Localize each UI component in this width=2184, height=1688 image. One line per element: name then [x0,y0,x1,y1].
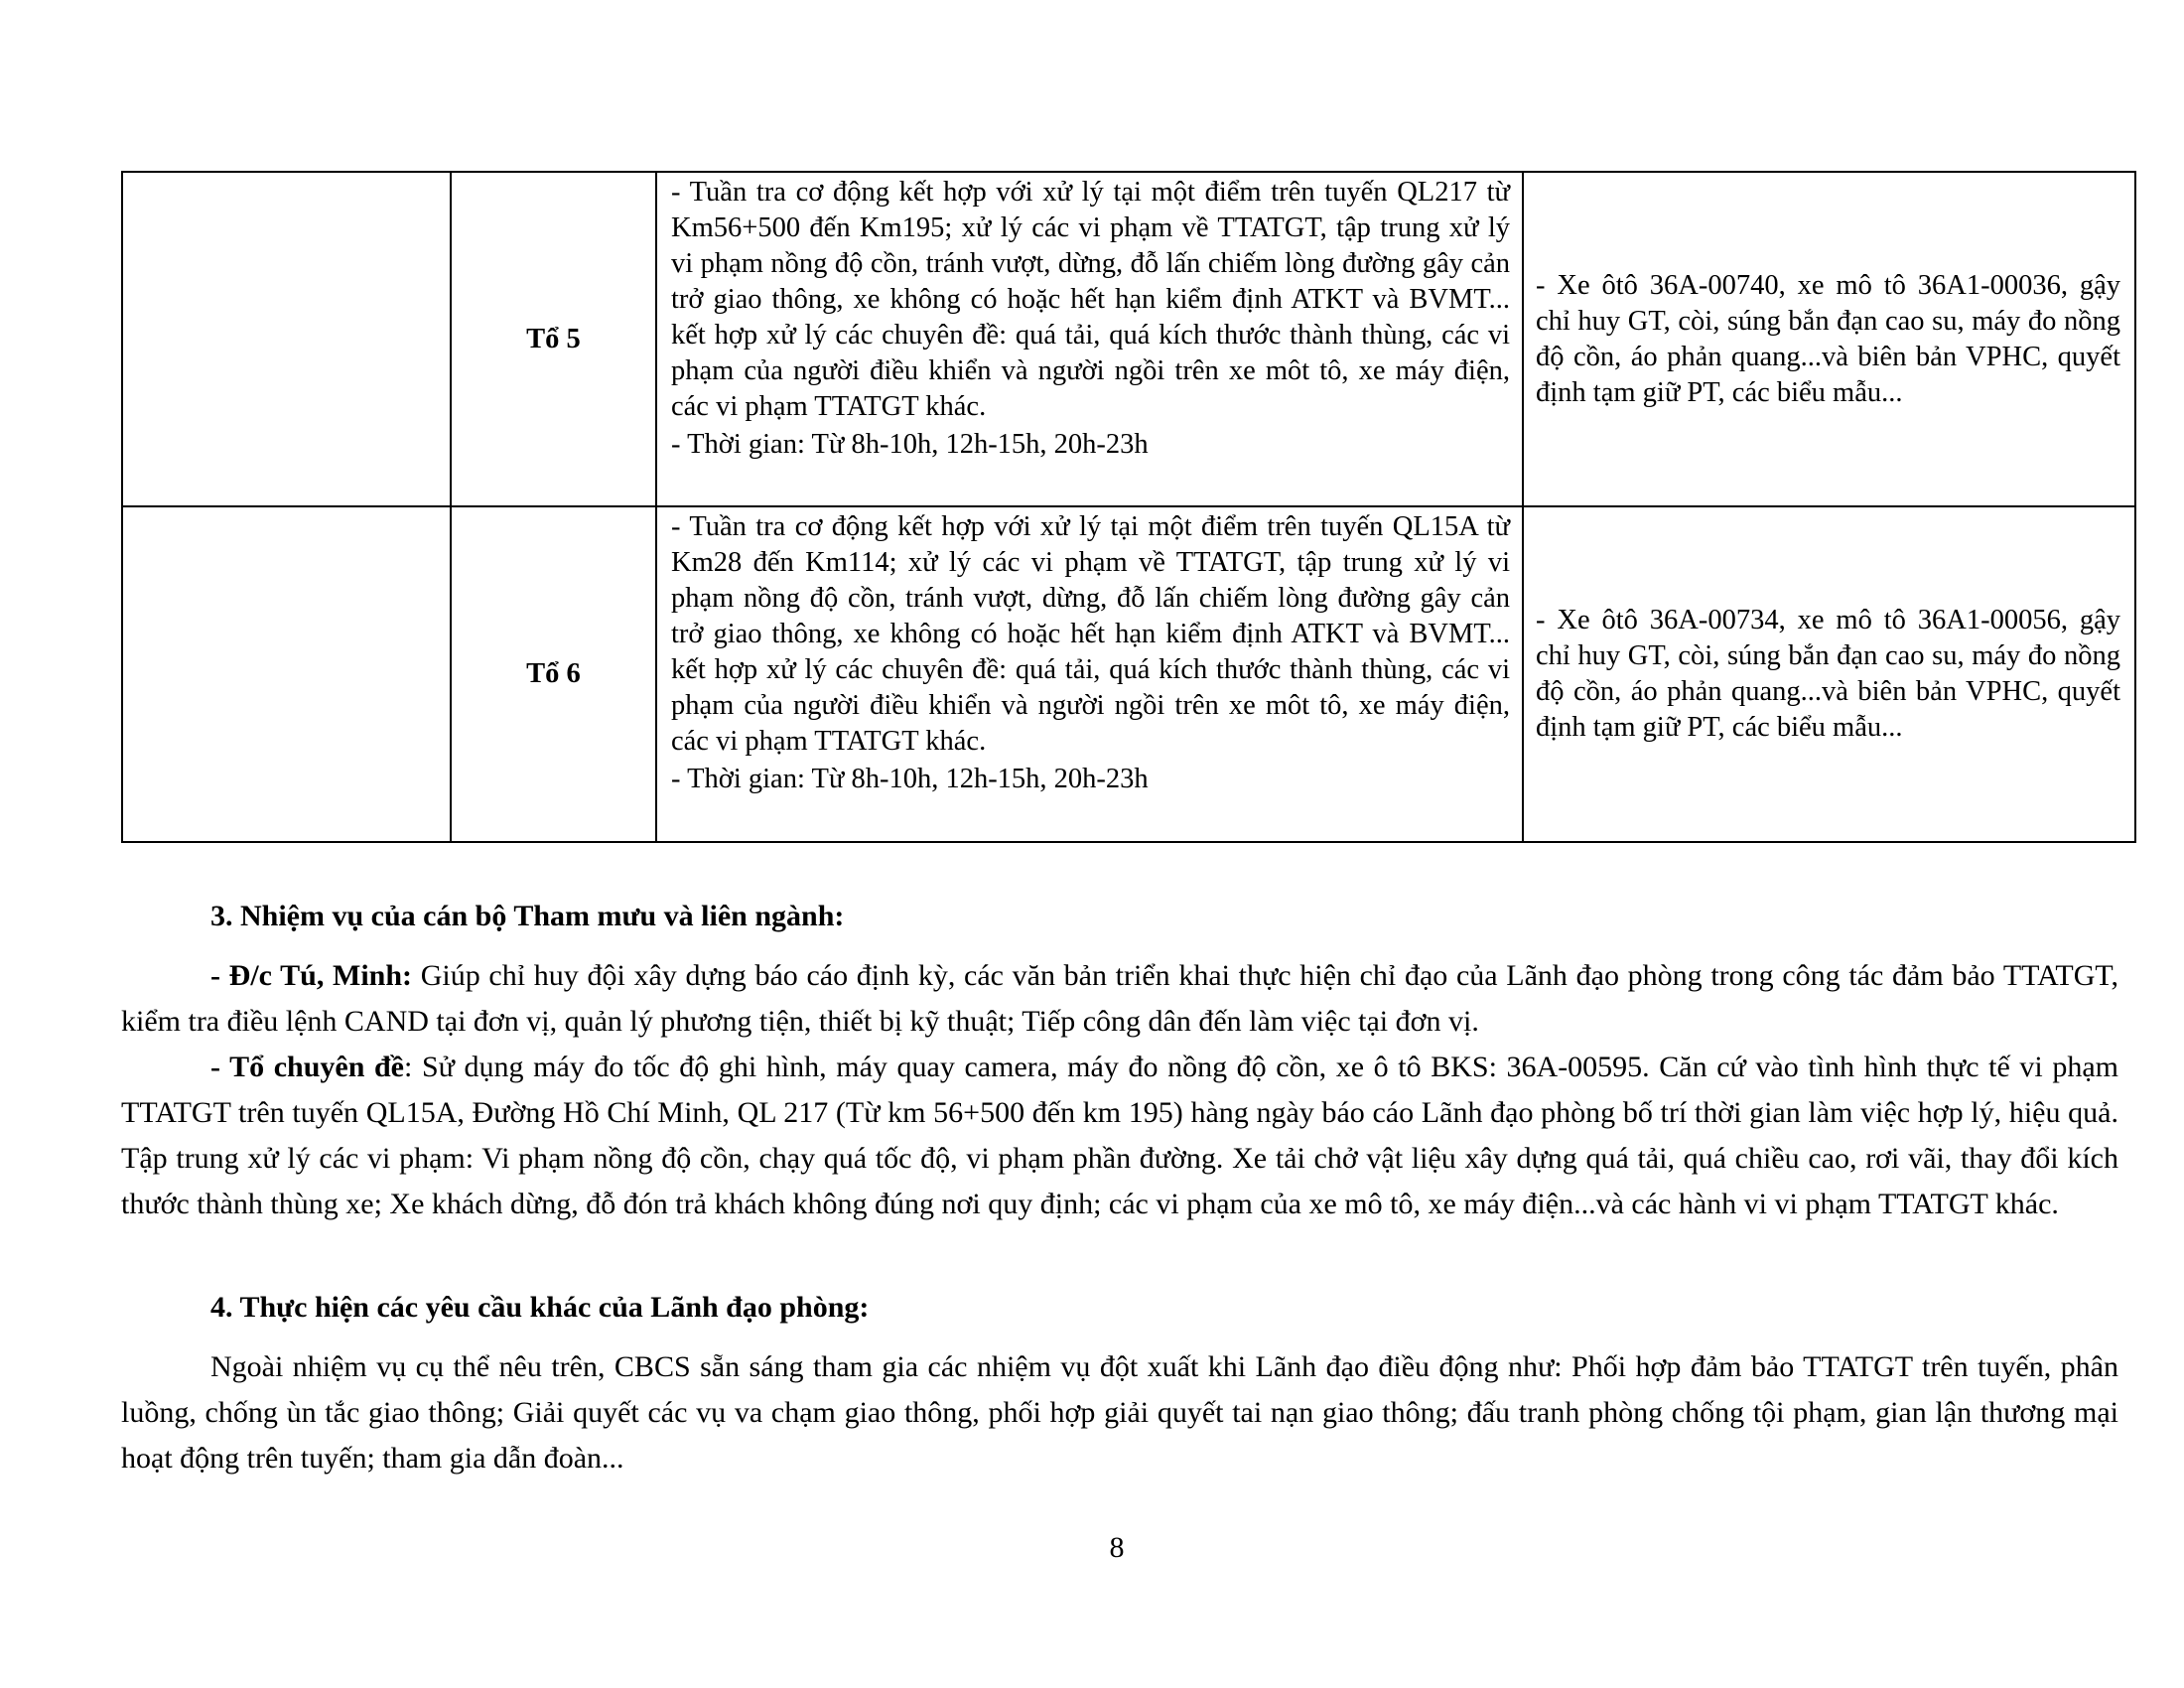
task-cell [656,172,1523,506]
section-3 [121,894,2118,1227]
item-lead: - Đ/c Tú, Minh: [210,959,413,992]
task-time: - Thời gian: Từ 8h-10h, 12h-15h, 20h-23h [671,429,1149,460]
table-row [122,506,2135,842]
item-text: Giúp chỉ huy đội xây dựng báo cáo định kỳ, các văn bản triển khai thực hiện chỉ đạo của Lãnh đạo phòng trong công tác đảm bảo TTATGT, kiểm tra điều lệnh CAND tại đơn vị, quản lý phương tiện, thiết bị kỹ thuật; Tiếp công dân đến làm việc tại đơn vị. [121,959,2118,1038]
section-3-item [121,1045,2118,1227]
item-lead: - Tổ chuyên đề [210,1051,404,1083]
page-number: 8 [1109,1531,1125,1564]
task-cell [656,506,1523,842]
team-cell: Tổ 5 [451,172,656,506]
section-4 [121,1285,2118,1481]
task-assignment-table [121,171,2136,843]
section-3-item [121,953,2118,1045]
section-4-text: Ngoài nhiệm vụ cụ thể nêu trên, CBCS sẵn sáng tham gia các nhiệm vụ đột xuất khi Lãnh đạo điều động như: Phối hợp đảm bảo TTATGT trên tuyến, phân luồng, chống ùn tắc giao thông; Giải quyết các vụ va chạm giao thông, phối hợp giải quyết tai nạn giao thông; đấu tranh phòng chống tội phạm, gian lận thương mại hoạt động trên tuyến; tham gia dẫn đoàn... [121,1350,2118,1475]
equipment-cell [1523,172,2135,506]
equipment-description: - Xe ôtô 36A-00740, xe mô tô 36A1-00036, gậy chỉ huy GT, còi, súng bắn đạn cao su, máy đo nồng độ cồn, áo phản quang...và biên bản VPHC, quyết định tạm giữ PT, các biểu mẫu... [1536,269,2120,408]
empty-cell [122,172,451,506]
task-time: - Thời gian: Từ 8h-10h, 12h-15h, 20h-23h [671,764,1149,794]
section-4-heading: 4. Thực hiện các yêu cầu khác của Lãnh đạo phòng: [210,1291,870,1324]
section-3-heading: 3. Nhiệm vụ của cán bộ Tham mưu và liên ngành: [210,900,845,932]
team-cell: Tổ 6 [451,506,656,842]
empty-cell [122,506,451,842]
equipment-description: - Xe ôtô 36A-00734, xe mô tô 36A1-00056, gậy chỉ huy GT, còi, súng bắn đạn cao su, máy đo nồng độ cồn, áo phản quang...và biên bản VPHC, quyết định tạm giữ PT, các biểu mẫu... [1536,605,2120,743]
item-text: : Sử dụng máy đo tốc độ ghi hình, máy quay camera, máy đo nồng độ cồn, xe ô tô BKS: 36A-00595. Căn cứ vào tình hình thực tế vi phạm TTATGT trên tuyến QL15A, Đường Hồ Chí Minh, QL 217 (Từ km 56+500 đến km 195) hàng ngày báo cáo Lãnh đạo phòng bố trí thời gian làm việc hợp lý, hiệu quả. Tập trung xử lý các vi phạm: Vi phạm nồng độ cồn, chạy quá tốc độ, vi phạm phần đường. Xe tải chở vật liệu xây dựng quá tải, quá chiều cao, rơi vãi, thay đổi kích thước thành thùng xe; Xe khách dừng, đỗ đón trả khách không đúng nơi quy định; các vi phạm của xe mô tô, xe máy điện...và các hành vi vi phạm TTATGT khác. [121,1051,2118,1220]
task-description: - Tuần tra cơ động kết hợp với xử lý tại một điểm trên tuyến QL15A từ Km28 đến Km114; xử lý các vi phạm về TTATGT, tập trung xử lý vi phạm nồng độ cồn, tránh vượt, dừng, đỗ lấn chiếm lòng đường gây cản trở giao thông, xe không có hoặc hết hạn kiểm định ATKT và BVMT... kết hợp xử lý các chuyên đề: quá tải, quá kích thước thành thùng, các vi phạm của người điều khiển và người ngồi trên xe môt tô, xe máy điện, các vi phạm TTATGT khác. [671,511,1510,757]
task-description: - Tuần tra cơ động kết hợp với xử lý tại một điểm trên tuyến QL217 từ Km56+500 đến Km195; xử lý các vi phạm về TTATGT, tập trung xử lý vi phạm nồng độ cồn, tránh vượt, dừng, đỗ lấn chiếm lòng đường gây cản trở giao thông, xe không có hoặc hết hạn kiểm định ATKT và BVMT... kết hợp xử lý các chuyên đề: quá tải, quá kích thước thành thùng, các vi phạm của người điều khiển và người ngồi trên xe môt tô, xe máy điện, các vi phạm TTATGT khác. [671,177,1510,422]
table-row [122,172,2135,506]
equipment-cell [1523,506,2135,842]
